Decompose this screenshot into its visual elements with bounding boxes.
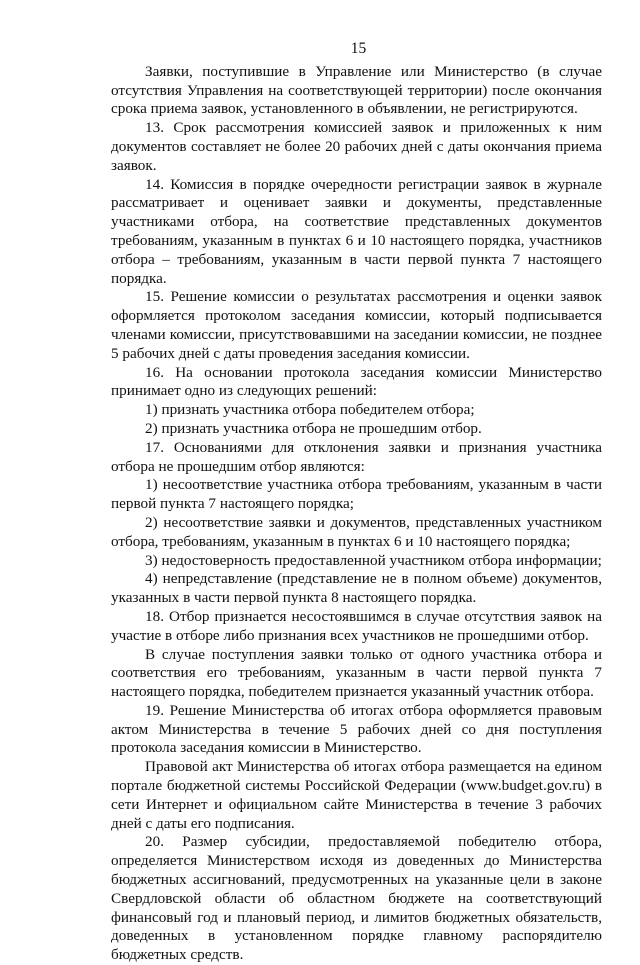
list-item: 2) признать участника отбора не прошедшим отбор. xyxy=(145,419,482,437)
paragraph: Правовой акт Министерства об итогах отбора размещается на едином портале бюджетной системы Российской Федерации (www.budget.gov.ru) в сети Интернет и официальном сайте Министерства в течение 3 рабочих дней с даты его подписания. xyxy=(111,758,602,832)
paragraph: 18. Отбор признается несостоявшимся в случае отсутствия заявок на участие в отборе либо признания всех участников не прошедшими отбор. xyxy=(111,607,602,644)
paragraph: 17. Основаниями для отклонения заявки и признания участника отбора не прошедшим отбор являются: xyxy=(111,438,602,475)
list-item: 1) признать участника отбора победителем отбора; xyxy=(145,401,475,419)
paragraph: 16. На основании протокола заседания комиссии Министерство принимает одно из следующих решений: xyxy=(111,363,602,400)
page-number: 15 xyxy=(350,40,367,57)
document-body xyxy=(111,63,602,965)
paragraph: 15. Решение комиссии о результатах рассмотрения и оценки заявок оформляется протоколом заседания комиссии, который подписывается членами комиссии, присутствовавшими на заседании комиссии, не позднее 5 рабочих дней с даты проведения заседания комиссии. xyxy=(111,288,602,362)
list-item: 3) недостоверность предоставленной участником отбора информации; xyxy=(145,551,602,569)
list-item: 2) несоответствие заявки и документов, представленных участником отбора, требованиям, указанным в пунктах 6 и 10 настоящего порядка; xyxy=(111,513,602,550)
paragraph: 14. Комиссия в порядке очередности регистрации заявок в журнале рассматривает и оценивает заявки и документы, представленные участниками отбора, на соответствие представленных документов требованиям, указанным в пунктах 6 и 10 настоящего порядка, участников отбора – требованиям, указанным в части первой пункта 7 настоящего порядка. xyxy=(111,175,602,287)
paragraph: 19. Решение Министерства об итогах отбора оформляется правовым актом Министерства в течение 5 рабочих дней со дня поступления протокола заседания комиссии в Министерство. xyxy=(111,701,602,757)
paragraph: Заявки, поступившие в Управление или Министерство (в случае отсутствия Управления на соответствующей территории) после окончания срока приема заявок, установленного в объявлении, не регистрируются. xyxy=(111,62,602,118)
paragraph: 13. Срок рассмотрения комиссией заявок и приложенных к ним документов составляет не более 20 рабочих дней с даты окончания приема заявок. xyxy=(111,119,602,174)
list-item: 4) непредставление (представление не в полном объеме) документов, указанных в части первой пункта 8 настоящего порядка. xyxy=(111,570,602,607)
list-item: 1) несоответствие участника отбора требованиям, указанным в части первой пункта 7 настоящего порядка; xyxy=(111,476,602,513)
paragraph: 20. Размер субсидии, предоставляемой победителю отбора, определяется Министерством исходя из доведенных до Министерства бюджетных ассигнований, предусмотренных на указанные цели в законе Свердловской области об областном бюджете на соответствующий финансовый год и плановый период, и лимитов бюджетных обязательств, доведенных в установленном порядке главному распорядителю бюджетных средств. xyxy=(111,833,602,964)
paragraph: В случае поступления заявки только от одного участника отбора и соответствия его требованиям, указанным в части первой пункта 7 настоящего порядка, победителем признается указанный участник отбора. xyxy=(111,645,602,701)
